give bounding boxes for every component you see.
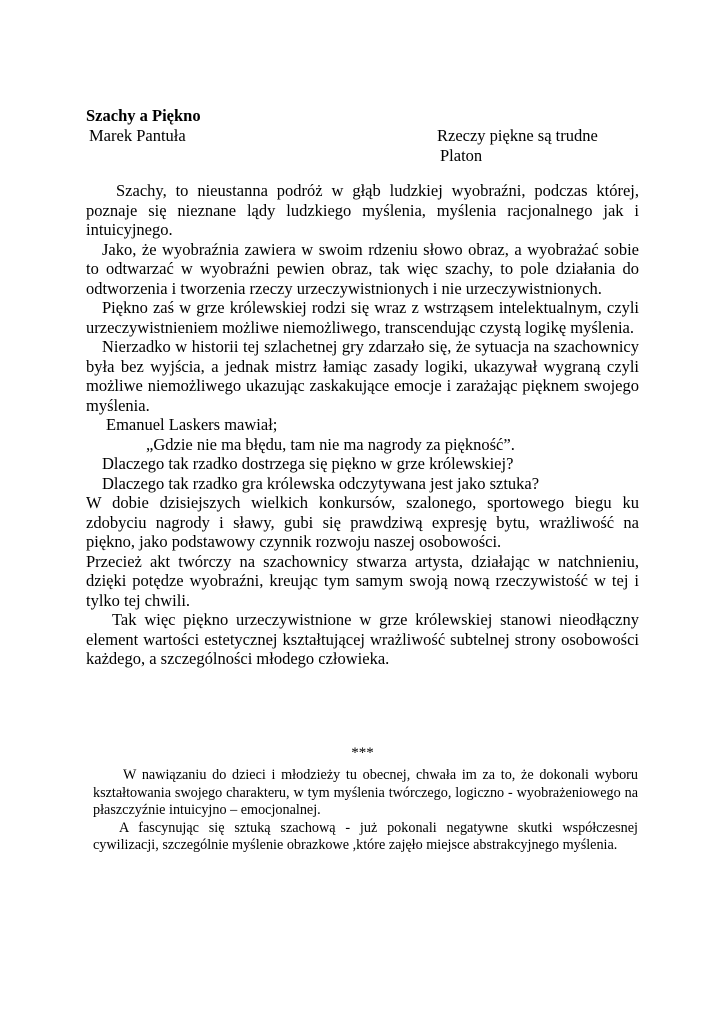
paragraph-8: Tak więc piękno urzeczywistnione w grze królewskiej stanowi nieodłączny element wartości estetycznej kształtującej wrażliwość subtelnej strony osobowości każdego, a szczególności młodego człowieka. — [86, 610, 639, 668]
closing-paragraph-1: W nawiązaniu do dzieci i młodzieży tu obecnej, chwała im za to, że dokonali wyboru kształtowania swojego charakteru, w tym myślenia twórczego, logiczno - wyobrażeniowego na płaszczyźnie intuicyjno – emocjonalnej. — [93, 767, 638, 819]
motto-quote: Rzeczy piękne są trudne — [437, 126, 598, 145]
essay-body — [86, 181, 639, 669]
section-separator: *** — [351, 745, 374, 761]
paragraph-2: Jako, że wyobraźnia zawiera w swoim rdzeniu słowo obraz, a wyobrażać sobie to odtwarzać w wyobraźni pewien obraz, tak więc szachy, to pole działania do odtworzenia i tworzenia rzeczy urzeczywistnionych i nie urzeczywistnionych. — [86, 239, 639, 298]
closing-note — [93, 767, 638, 855]
paragraph-6: W dobie dzisiejszych wielkich konkursów, szalonego, sportowego biegu ku zdobyciu nagrody i sławy, gubi się prawdziwą expresję bytu, wrażliwość na piękno, jako podstawowy czynnik rozwoju naszej osobowości. — [86, 493, 639, 551]
author-name: Marek Pantuła — [89, 126, 186, 145]
paragraph-7: Przecież akt twórczy na szachownicy stwarza artysta, działając w natchnieniu, dzięki potędze wyobraźni, kreując tym samym swoją nową rzeczywistość w tej i tylko tej chwili. — [86, 551, 639, 610]
paragraph-5: Emanuel Laskers mawiał; — [106, 415, 278, 434]
paragraph-1: Szachy, to nieustanna podróż w głąb ludzkiej wyobraźni, podczas której, poznaje się nieznane lądy ludzkiego myślenia, myślenia racjonalnego jak i intuicyjnego. — [86, 181, 639, 239]
question-2: Dlaczego tak rzadko gra królewska odczytywana jest jako sztuka? — [102, 473, 540, 493]
document-title: Szachy a Piękno — [86, 106, 201, 125]
paragraph-3: Piękno zaś w grze królewskiej rodzi się wraz z wstrząsem intelektualnym, czyli urzeczywistnieniem możliwe niemożliwego, transcendując czystą logikę myślenia. — [86, 298, 639, 337]
paragraph-4: Nierzadko w historii tej szlachetnej gry zdarzało się, że sytuacja na szachownicy była bez wyjścia, a jednak mistrz łamiąc zasady logiki, ukazywał wygraną czyli możliwe niemożliwego ukazując zaskakujące emocje i zarażając pięknem swojego myślenia. — [86, 337, 639, 415]
laskers-quote: „Gdzie nie ma błędu, tam nie ma nagrody za piękność”. — [146, 434, 515, 454]
question-1: Dlaczego tak rzadko dostrzega się piękno w grze królewskiej? — [102, 454, 514, 473]
motto-author: Platon — [440, 146, 483, 165]
closing-paragraph-2: A fascynując się sztuką szachową - już pokonali negatywne skutki współczesnej cywilizacji, szczególnie myślenie obrazkowe ,które zajęło miejsce abstrakcyjnego myślenia. — [93, 819, 638, 854]
